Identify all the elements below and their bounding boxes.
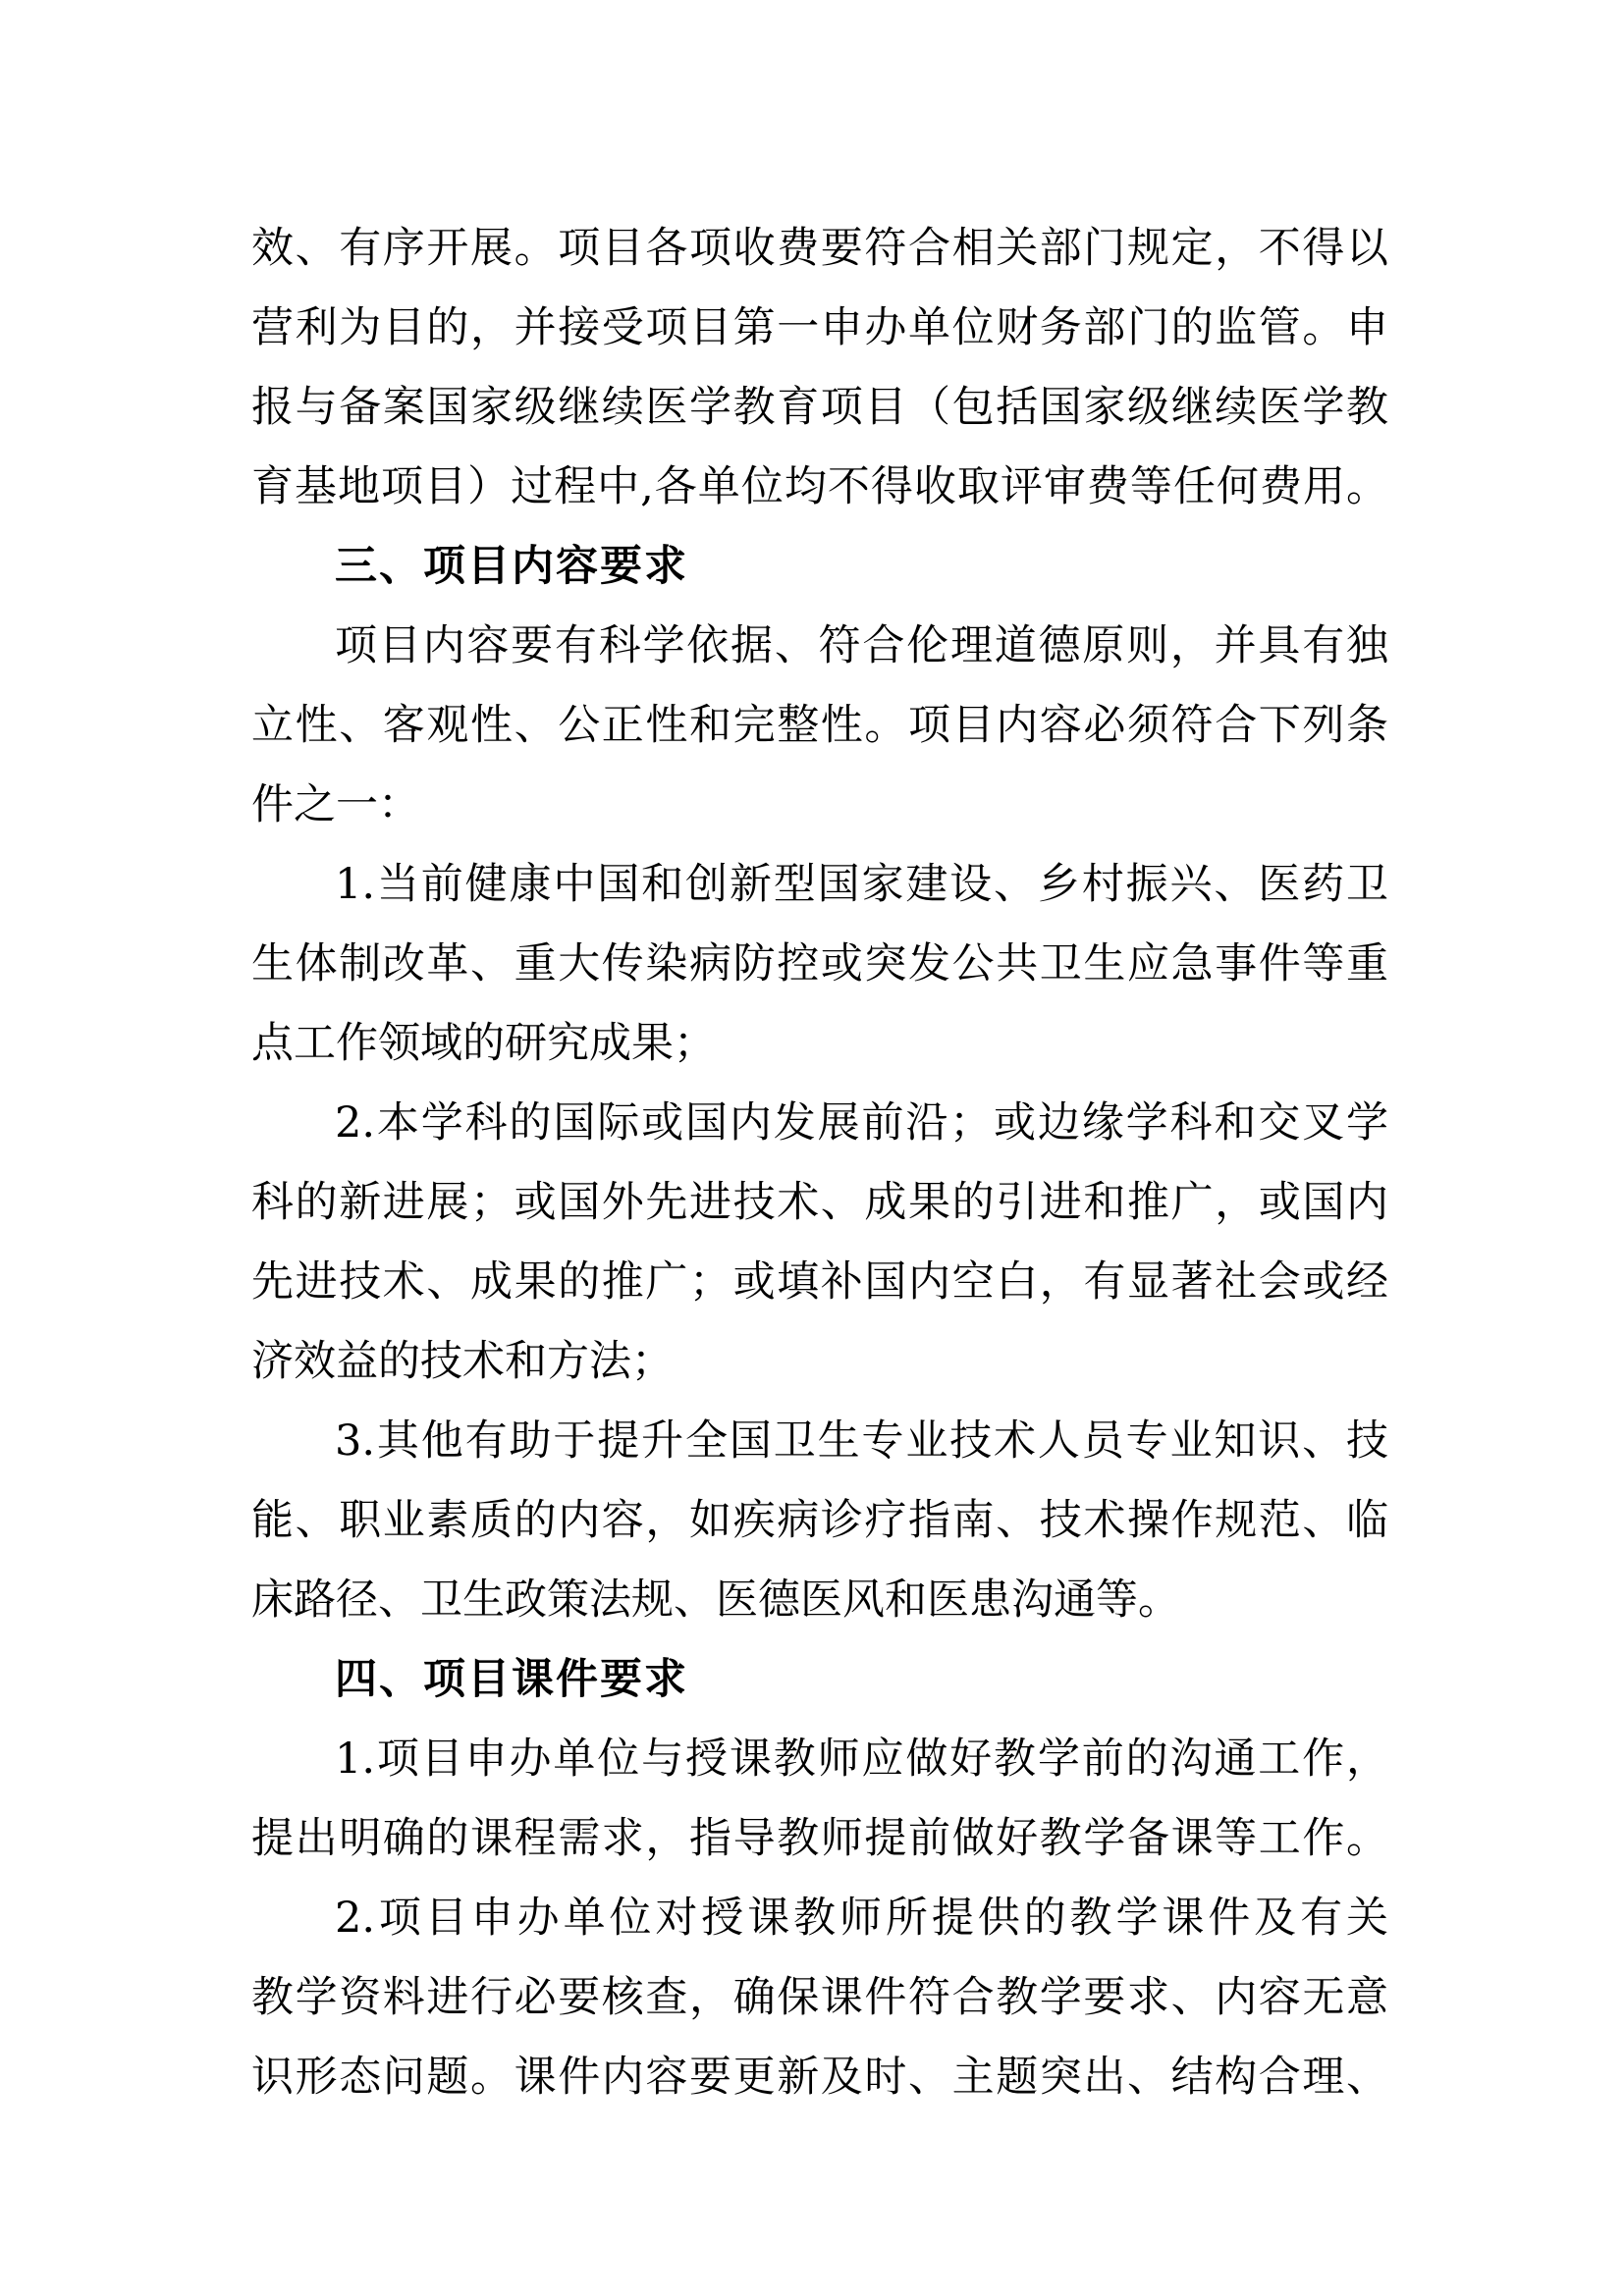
section-heading-courseware-requirements: 四、项目课件要求 xyxy=(335,1655,688,1704)
list-item-line: 能、职业素质的内容，如疾病诊疗指南、技术操作规范、临 xyxy=(251,1496,1388,1545)
paragraph-line: 立性、客观性、公正性和完整性。项目内容必须符合下列条 xyxy=(251,701,1388,750)
list-item-line: 1.项目申办单位与授课教师应做好教学前的沟通工作， xyxy=(335,1735,1388,1784)
list-item-line: 3.其他有助于提升全国卫生专业技术人员专业知识、技 xyxy=(335,1416,1388,1466)
list-item-line: 生体制改革、重大传染病防控或突发公共卫生应急事件等重 xyxy=(251,939,1388,988)
list-item-line: 科的新进展；或国外先进技术、成果的引进和推广，或国内 xyxy=(251,1178,1388,1227)
list-item-line: 先进技术、成果的推广；或填补国内空白，有显著社会或经 xyxy=(251,1257,1388,1307)
list-item-line: 1.当前健康中国和创新型国家建设、乡村振兴、医药卫 xyxy=(335,860,1388,909)
list-item-line: 点工作领域的研究成果； xyxy=(251,1019,716,1068)
paragraph-line: 报与备案国家级继续医学教育项目（包括国家级继续医学教 xyxy=(251,383,1388,432)
list-item-line: 2.本学科的国际或国内发展前沿；或边缘学科和交叉学 xyxy=(335,1098,1388,1148)
paragraph-line: 营利为目的，并接受项目第一申办单位财务部门的监管。申 xyxy=(251,303,1388,352)
list-item-line: 识形态问题。课件内容要更新及时、主题突出、结构合理、 xyxy=(251,2053,1388,2102)
paragraph-line: 育基地项目）过程中,各单位均不得收取评审费等任何费用。 xyxy=(251,462,1388,511)
list-item-line: 济效益的技术和方法； xyxy=(251,1337,674,1386)
list-item-line: 床路径、卫生政策法规、医德医风和医患沟通等。 xyxy=(251,1575,1180,1625)
section-heading-content-requirements: 三、项目内容要求 xyxy=(335,542,688,591)
paragraph-line: 件之一： xyxy=(251,780,420,829)
list-item-line: 2.项目申办单位对授课教师所提供的教学课件及有关 xyxy=(335,1894,1388,1943)
list-item-line: 教学资料进行必要核查，确保课件符合教学要求、内容无意 xyxy=(251,1973,1388,2022)
paragraph-line: 项目内容要有科学依据、符合伦理道德原则，并具有独 xyxy=(335,621,1388,670)
list-item-line: 提出明确的课程需求，指导教师提前做好教学备课等工作。 xyxy=(251,1814,1388,1863)
paragraph-line: 效、有序开展。项目各项收费要符合相关部门规定，不得以 xyxy=(251,224,1388,273)
